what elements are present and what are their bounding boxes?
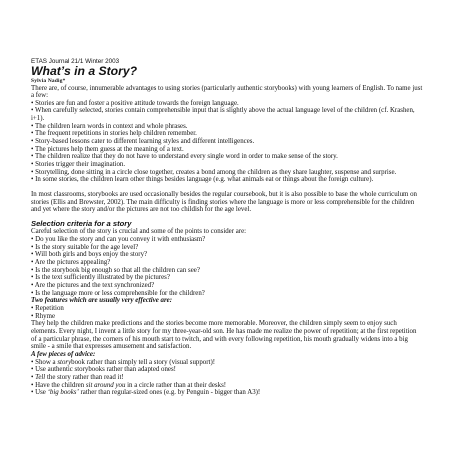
- author-name: Sylvia Nadig*: [31, 78, 66, 84]
- list-item: • Stories are fun and foster a positive attitude towards the foreign language.: [31, 99, 239, 107]
- list-item: • Do you like the story and can you convey it with enthusiasm?: [31, 236, 206, 244]
- intro-paragraph: There are, of course, innumerable advantages to using stories (particularly authentic storybooks) with young learners of English. To name just a few:: [31, 84, 423, 100]
- list-item: • Stories trigger their imagination.: [31, 161, 126, 169]
- advantages-list: [31, 100, 423, 184]
- list-item: • The children learn words in context and whole phrases.: [31, 122, 188, 130]
- list-item: • Have the children sit around you in a circle rather than at their desks!: [31, 381, 227, 389]
- list-item: • Use authentic storybooks rather than adapted ones!: [31, 366, 176, 374]
- list-item: • The pictures help them guess at the meaning of a text.: [31, 145, 184, 153]
- list-item: • Show a storybook rather than simply tell a story (visual support)!: [31, 358, 216, 366]
- article-page: [31, 58, 423, 397]
- journal-header: ETAS Journal 21/1 Winter 2003: [31, 58, 120, 65]
- list-item: • Will both girls and boys enjoy the story?: [31, 251, 148, 259]
- list-item: • Use ‘big books’ rather than regular-sized ones (e.g. by Penguin - bigger than A3)!: [31, 389, 261, 397]
- list-item: • When carefully selected, stories contain comprehensible input that is slightly above the actual language level of the children (cf. Krashen, i+1).: [31, 107, 415, 123]
- advice-heading: A few pieces of advice:: [31, 350, 96, 358]
- list-item: • In some stories, the children learn other things besides language (e.g. what animals eat or things about the foreign culture).: [31, 176, 374, 184]
- list-item: • Is the text sufficiently illustrated by the pictures?: [31, 274, 170, 282]
- list-item: • Tell the story rather than read it!: [31, 373, 124, 381]
- features-paragraph: They help the children make predictions and the stories become more memorable. Moreover, the children simply seem to enjoy such elements. Every night, I invent a little story for my three-year-old son. He has made me realize the power of repetition; at the first repetition of a particular phrase, the corners of his mouth start to twitch, and with every following repetition, his mouth gradually widens into a big smile - a smile that expresses amusement and satisfaction.: [31, 320, 417, 351]
- list-item: • Are the pictures and the text synchronized?: [31, 282, 155, 289]
- criteria-intro: Careful selection of the story is crucial and some of the points to consider are:: [31, 228, 247, 236]
- list-item: • Are the pictures appealing?: [31, 259, 111, 267]
- article-title: What’s in a Story?: [31, 64, 138, 78]
- list-item: • Is the storybook big enough so that all the children can see?: [31, 266, 200, 274]
- list-item: • Storytelling, done sitting in a circle close together, creates a bond among the children as they share laughter, suspense and surprise.: [31, 168, 397, 176]
- criteria-list: [31, 236, 423, 297]
- advice-list: [31, 359, 423, 397]
- list-item: • Story-based lessons cater to different learning styles and different intelligences.: [31, 138, 255, 146]
- list-item: • Is the language more or less comprehensible for the children?: [31, 289, 205, 297]
- features-heading: Two features which are usually very effective are:: [31, 297, 173, 305]
- list-item: • The frequent repetitions in stories help children remember.: [31, 130, 197, 138]
- list-item: • The children realize that they do not have to understand every single word in order to make sense of the story.: [31, 153, 338, 161]
- list-item: • Repetition: [31, 304, 64, 312]
- classrooms-paragraph: In most classrooms, storybooks are used occasionally besides the regular coursebook, but it is also possible to base the whole curriculum on stories (Ellis and Brewster, 2002). The main difficulty is finding stories where the language is more or less comprehensible for the children and yet where the story and/or the pictures are not too childish for the age level.: [31, 191, 417, 214]
- list-item: • Rhyme: [31, 312, 56, 320]
- list-item: • Is the story suitable for the age level?: [31, 243, 139, 251]
- criteria-heading: Selection criteria for a story: [31, 219, 132, 228]
